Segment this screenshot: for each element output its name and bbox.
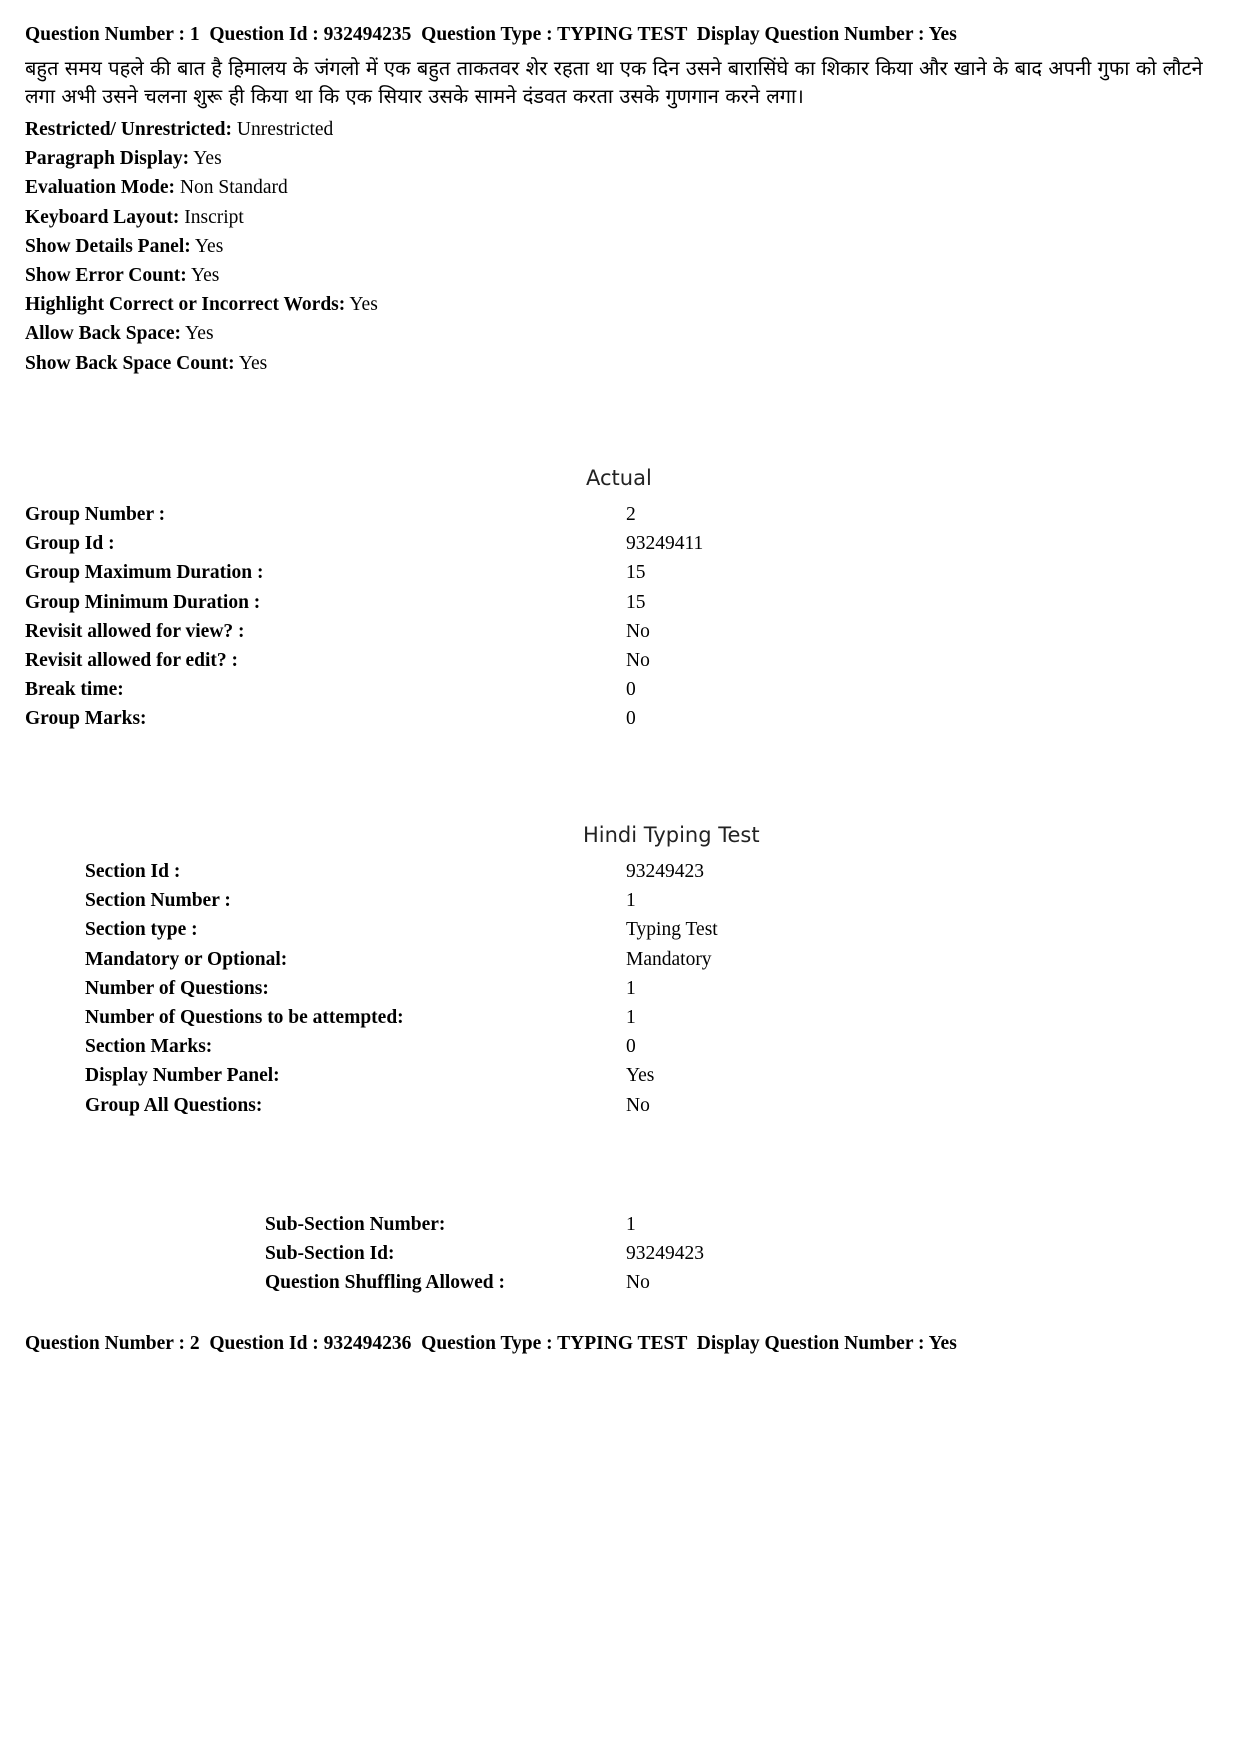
property-row	[25, 349, 378, 378]
property-row	[25, 261, 378, 290]
subsection-label: Sub-Section Number:	[265, 1214, 446, 1235]
property-label: Evaluation Mode:	[25, 177, 176, 199]
group-label: Group Marks:	[25, 708, 147, 730]
section-value: 1	[626, 890, 636, 912]
section-label: Section Number :	[85, 890, 231, 912]
table-row	[265, 1239, 965, 1268]
section-value: Mandatory	[626, 948, 712, 970]
section-value: 93249423	[626, 861, 704, 882]
group-label: Break time:	[25, 679, 124, 701]
table-row	[85, 974, 985, 1003]
table-row	[25, 617, 925, 646]
table-row	[85, 886, 985, 915]
section-value: 0	[626, 1036, 636, 1058]
property-row	[25, 115, 378, 144]
section-table	[85, 857, 985, 1120]
group-label: Group Minimum Duration :	[25, 591, 261, 613]
group-value: No	[626, 620, 650, 642]
subsection-table	[265, 1210, 965, 1298]
table-row	[25, 500, 925, 529]
group-value: 15	[626, 591, 646, 613]
table-row	[25, 675, 925, 704]
section-value: 1	[626, 1006, 636, 1028]
table-row	[85, 1091, 985, 1120]
group-label: Group Maximum Duration :	[25, 562, 264, 584]
property-row	[25, 232, 378, 261]
group-table	[25, 500, 925, 734]
property-row	[25, 319, 378, 348]
subsection-label: Sub-Section Id:	[265, 1243, 395, 1265]
property-label: Show Details Panel:	[25, 235, 191, 257]
section-label: Number of Questions to be attempted:	[85, 1006, 404, 1028]
section-label: Section type :	[85, 919, 198, 941]
table-row	[25, 588, 925, 617]
property-value: Yes	[349, 294, 378, 316]
group-label: Revisit allowed for edit? :	[25, 649, 239, 671]
group-label: Group Id :	[25, 533, 115, 555]
property-value: Yes	[193, 148, 222, 170]
table-row	[25, 704, 925, 733]
property-row	[25, 290, 378, 319]
group-label: Group Number :	[25, 504, 166, 525]
property-value: Yes	[238, 352, 268, 374]
group-value: 2	[626, 504, 636, 525]
property-value: Non Standard	[179, 177, 288, 199]
group-value: 93249411	[626, 533, 704, 555]
table-row	[85, 1032, 985, 1061]
section-value: Yes	[626, 1065, 655, 1087]
section-label: Number of Questions:	[85, 977, 269, 999]
section-label: Section Marks:	[85, 1036, 213, 1058]
section-value: Typing Test	[626, 919, 718, 941]
group-value: 15	[626, 562, 646, 584]
property-value: Unrestricted	[236, 119, 334, 140]
property-row	[25, 144, 378, 173]
table-row	[25, 558, 925, 587]
property-value: Yes	[194, 235, 224, 257]
table-row	[25, 529, 925, 558]
property-label: Paragraph Display:	[25, 148, 190, 170]
property-row	[25, 173, 378, 202]
property-label: Show Error Count:	[25, 264, 187, 286]
property-label: Keyboard Layout:	[25, 206, 180, 228]
table-row	[265, 1210, 965, 1239]
question-2-header: Question Number : 2 Question Id : 932494236 Question Type : TYPING TEST Display Question Number : Yes	[25, 1333, 957, 1354]
group-label: Revisit allowed for view? :	[25, 620, 245, 642]
section-value: 1	[626, 977, 636, 999]
group-value: 0	[626, 708, 636, 730]
table-row	[85, 1061, 985, 1090]
property-value: Inscript	[184, 206, 244, 228]
section-label: Display Number Panel:	[85, 1065, 280, 1087]
subsection-value: 93249423	[626, 1243, 704, 1265]
group-value: No	[626, 649, 650, 671]
subsection-value: 1	[626, 1214, 636, 1235]
property-value: Yes	[190, 264, 220, 286]
property-label: Allow Back Space:	[25, 323, 181, 345]
subsection-label: Question Shuffling Allowed :	[265, 1272, 506, 1294]
table-row	[85, 915, 985, 944]
property-row	[25, 203, 378, 232]
table-row	[85, 945, 985, 974]
property-value: Yes	[185, 323, 214, 345]
question-1-paragraph: बहुत समय पहले की बात है हिमालय के जंगलो में एक बहुत ताकतवर शेर रहता था एक दिन उसने बारासिंघे का शिकार किया और खाने के बाद अपनी गुफा को लौटने लगा अभी उसने चलना शुरू ही किया था कि एक सियार उसके सामने दंडवत करता उसके गुणगान करने लगा।	[25, 56, 1203, 108]
property-label: Highlight Correct or Incorrect Words:	[25, 294, 346, 316]
section-value: No	[626, 1094, 650, 1116]
table-row	[25, 646, 925, 675]
table-row	[85, 857, 985, 886]
question-1-header: Question Number : 1 Question Id : 932494235 Question Type : TYPING TEST Display Question Number : Yes	[25, 24, 957, 45]
table-row	[85, 1003, 985, 1032]
section-heading: Hindi Typing Test	[583, 823, 760, 847]
section-label: Section Id :	[85, 861, 181, 882]
question-properties	[25, 115, 378, 378]
group-heading: Actual	[586, 466, 652, 490]
table-row	[265, 1268, 965, 1297]
property-label: Show Back Space Count:	[25, 352, 235, 374]
group-value: 0	[626, 679, 636, 701]
section-label: Group All Questions:	[85, 1094, 263, 1116]
subsection-value: No	[626, 1272, 650, 1294]
section-label: Mandatory or Optional:	[85, 948, 288, 970]
property-label: Restricted/ Unrestricted:	[25, 119, 233, 140]
